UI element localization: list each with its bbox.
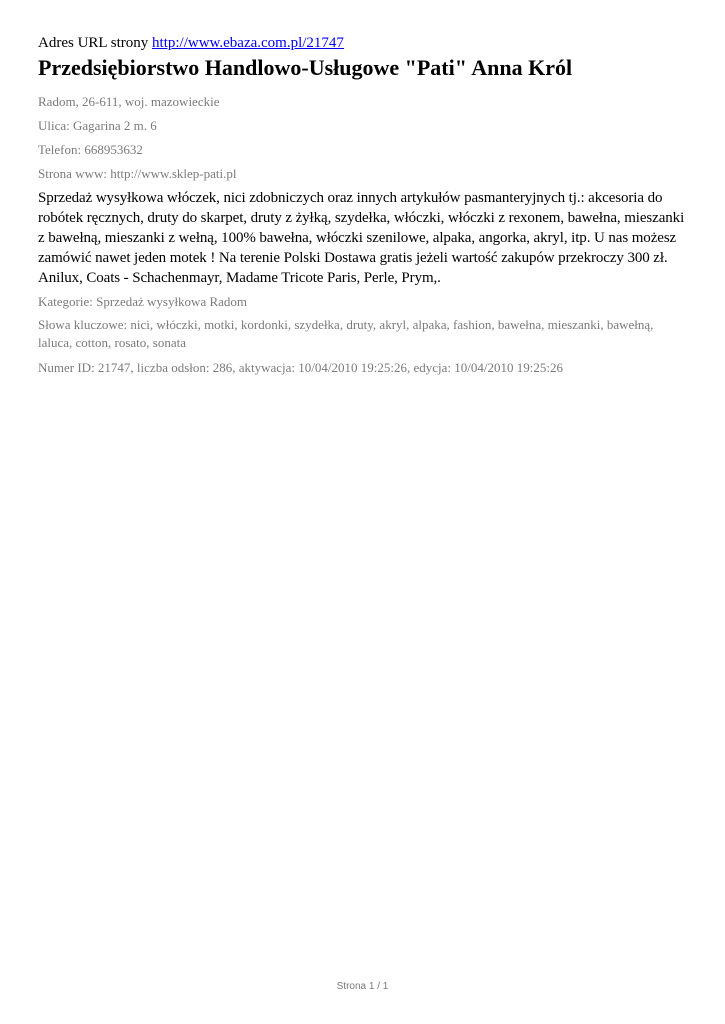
company-category: Kategorie: Sprzedaż wysyłkowa Radom <box>38 294 248 309</box>
company-street: Ulica: Gagarina 2 m. 6 <box>38 118 157 133</box>
company-keywords: Słowa kluczowe: nici, włóczki, motki, kordonki, szydełka, druty, akryl, alpaka, fashion, bawełna, mieszanki, bawełną, laluca, cotton, rosato, sonata <box>38 317 654 350</box>
company-title: Przedsiębiorstwo Handlowo-Usługowe "Pati" Anna Król <box>38 55 573 80</box>
url-label: Adres URL strony <box>38 35 149 51</box>
company-description: Sprzedaż wysyłkowa włóczek, nici zdobniczych oraz innych artykułów pasmanteryjnych tj.: akcesoria do robótek ręcznych, druty do skarpet, druty z żyłką, szydełka, włóczki, włóczki z rexonem, bawełna, mieszanki z bawełną, mieszanki z wełną, 100% bawełna, włóczki szenilowe, alpaka, angorka, akryl, itp. U nas możesz zamówić nawet jeden motek ! Na terenie Polski Dostawa gratis jeżeli wartość zakupów przekroczy 300 zł. Anilux, Coats - Schachenmayr, Madame Tricote Paris, Perle, Prym,. <box>38 190 685 286</box>
document-page <box>38 33 688 377</box>
url-link[interactable]: http://www.ebaza.com.pl/21747 <box>152 35 344 51</box>
company-city: Radom, 26-611, woj. mazowieckie <box>38 94 220 109</box>
record-info: Numer ID: 21747, liczba odsłon: 286, aktywacja: 10/04/2010 19:25:26, edycja: 10/04/2010 19:25:26 <box>38 360 563 375</box>
page-number: Strona 1 / 1 <box>336 981 389 992</box>
company-website: Strona www: http://www.sklep-pati.pl <box>38 166 237 181</box>
company-phone: Telefon: 668953632 <box>38 142 143 157</box>
url-line <box>38 33 688 53</box>
